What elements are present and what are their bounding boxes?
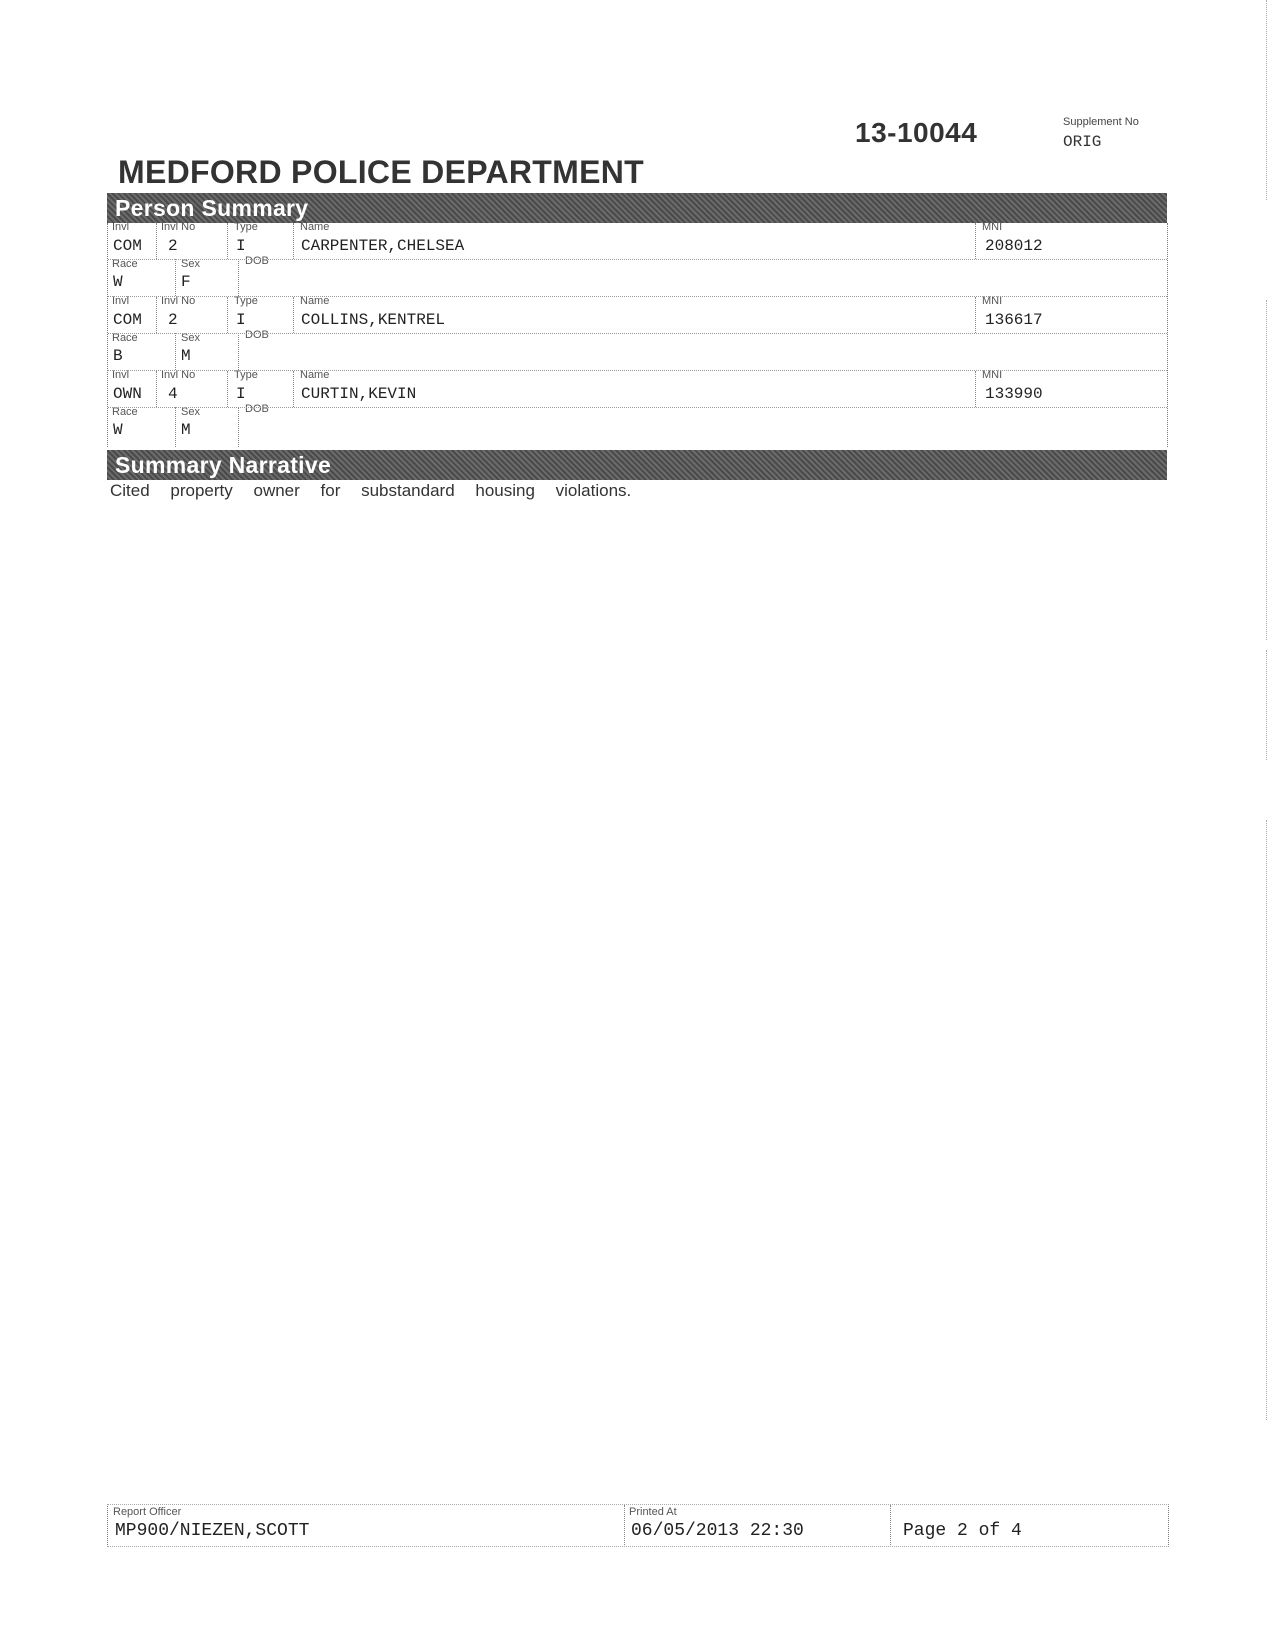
person-record (108, 223, 1167, 297)
name-label: Name (300, 221, 330, 233)
type-label: Type (234, 295, 258, 307)
scan-edge (1266, 300, 1267, 640)
col-divider (227, 223, 228, 259)
row-divider (108, 333, 1167, 334)
person-summary-table (107, 223, 1168, 447)
race-label: Race (112, 406, 138, 418)
invl-no-label: Invl No (161, 295, 196, 307)
dob-label: DOB (245, 329, 269, 341)
person-summary-title: Person Summary (115, 195, 309, 221)
col-divider (890, 1505, 891, 1545)
mni-value: 133990 (985, 385, 1043, 403)
invl-no-label: Invl No (161, 369, 196, 381)
summary-narrative-title: Summary Narrative (115, 452, 332, 478)
report-officer-label: Report Officer (113, 1506, 182, 1518)
report-footer (107, 1504, 1169, 1547)
printed-at-value: 06/05/2013 22:30 (631, 1521, 804, 1541)
department-title: MEDFORD POLICE DEPARTMENT (118, 154, 645, 190)
race-label: Race (112, 332, 138, 344)
mni-value: 208012 (985, 237, 1043, 255)
supplement-value: ORIG (1063, 133, 1102, 151)
type-label: Type (234, 221, 258, 233)
col-divider (227, 371, 228, 407)
supplement-label: Supplement No (1063, 116, 1139, 128)
dob-label: DOB (245, 403, 269, 415)
invl-no-value: 2 (168, 237, 178, 255)
col-divider (156, 223, 157, 259)
person-record (108, 297, 1167, 371)
race-label: Race (112, 258, 138, 270)
report-officer-value: MP900/NIEZEN,SCOTT (115, 1521, 310, 1541)
row-divider (108, 259, 1167, 260)
scan-edge (1266, 0, 1267, 200)
invl-label: Invl (112, 295, 130, 307)
invl-no-label: Invl No (161, 221, 196, 233)
person-name: CURTIN,KEVIN (301, 385, 417, 403)
col-divider (238, 333, 239, 370)
col-divider (175, 259, 176, 296)
mni-label: MNI (982, 295, 1003, 307)
person-name: CARPENTER,CHELSEA (301, 237, 465, 255)
col-divider (156, 297, 157, 333)
invl-no-value: 4 (168, 385, 178, 403)
invl-no-value: 2 (168, 311, 178, 329)
narrative-text: Cited property owner for substandard housing violations. (110, 481, 632, 500)
race-value: W (113, 421, 123, 439)
sex-label: Sex (181, 406, 200, 418)
col-divider (175, 407, 176, 447)
scan-edge (1266, 820, 1267, 1420)
person-name: COLLINS,KENTREL (301, 311, 446, 329)
person-summary-header (107, 193, 1167, 223)
sex-label: Sex (181, 258, 200, 270)
dob-label: DOB (245, 255, 269, 267)
col-divider (227, 297, 228, 333)
col-divider (293, 297, 294, 333)
col-divider (975, 223, 976, 259)
col-divider (156, 371, 157, 407)
invl-label: Invl (112, 221, 130, 233)
col-divider (975, 371, 976, 407)
sex-value: F (181, 273, 191, 291)
sex-value: M (181, 421, 191, 439)
type-value: I (236, 385, 246, 403)
invl-label: Invl (112, 369, 130, 381)
printed-at-label: Printed At (629, 1506, 677, 1518)
row-divider (108, 407, 1167, 408)
invl-value: OWN (113, 385, 142, 403)
col-divider (293, 371, 294, 407)
scan-edge (1266, 650, 1267, 760)
col-divider (175, 333, 176, 370)
invl-value: COM (113, 311, 142, 329)
col-divider (238, 407, 239, 447)
mni-value: 136617 (985, 311, 1043, 329)
col-divider (238, 259, 239, 296)
summary-narrative-header (107, 450, 1167, 480)
row-divider (108, 296, 1167, 297)
sex-value: M (181, 347, 191, 365)
name-label: Name (300, 295, 330, 307)
invl-value: COM (113, 237, 142, 255)
race-value: W (113, 273, 123, 291)
case-number: 13-10044 (855, 117, 978, 148)
type-label: Type (234, 369, 258, 381)
col-divider (293, 223, 294, 259)
type-value: I (236, 237, 246, 255)
sex-label: Sex (181, 332, 200, 344)
person-record (108, 371, 1167, 447)
mni-label: MNI (982, 369, 1003, 381)
type-value: I (236, 311, 246, 329)
page-number: Page 2 of 4 (903, 1521, 1022, 1541)
col-divider (624, 1505, 625, 1545)
col-divider (975, 297, 976, 333)
row-divider (108, 370, 1167, 371)
name-label: Name (300, 369, 330, 381)
race-value: B (113, 347, 123, 365)
mni-label: MNI (982, 221, 1003, 233)
